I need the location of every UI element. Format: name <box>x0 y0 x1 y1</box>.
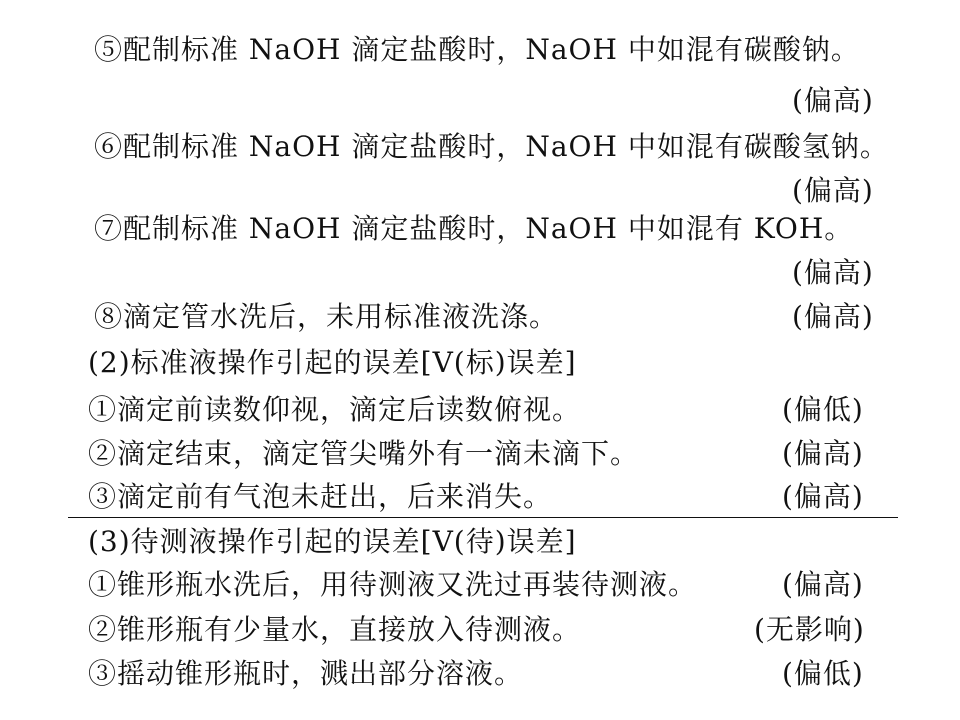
item-7-result: (偏高) <box>792 256 874 289</box>
section-3-heading: (3)待测液操作引起的误差[V(待)误差] <box>88 525 577 558</box>
item-6-text: ⑥配制标准 NaOH 滴定盐酸时，NaOH 中如混有碳酸氢钠。 <box>94 130 889 163</box>
item-7-text: ⑦配制标准 NaOH 滴定盐酸时，NaOH 中如混有 KOH。 <box>94 212 854 245</box>
section-2-item-1-result: (偏低) <box>782 393 864 426</box>
section-2-heading: (2)标准液操作引起的误差[V(标)误差] <box>88 346 577 379</box>
section-2-item-2-result: (偏高) <box>782 437 864 470</box>
item-5-result: (偏高) <box>792 84 874 117</box>
section-3-item-3-result: (偏低) <box>782 657 864 690</box>
section-3-item-2-text: ②锥形瓶有少量水，直接放入待测液。 <box>88 613 582 646</box>
section-2-item-3-text: ③滴定前有气泡未赶出，后来消失。 <box>88 480 553 513</box>
item-5-text: ⑤配制标准 NaOH 滴定盐酸时，NaOH 中如混有碳酸钠。 <box>94 33 860 66</box>
section-2-item-3-result: (偏高) <box>782 480 864 513</box>
item-8-result: (偏高) <box>792 300 874 333</box>
item-8-text: ⑧滴定管水洗后，未用标准液洗涤。 <box>94 300 559 333</box>
section-2-item-2-text: ②滴定结束，滴定管尖嘴外有一滴未滴下。 <box>88 437 640 470</box>
section-3-item-2-result: (无影响) <box>754 613 865 646</box>
section-divider <box>68 517 898 518</box>
section-3-item-3-text: ③摇动锥形瓶时，溅出部分溶液。 <box>88 657 524 690</box>
section-2-item-1-text: ①滴定前读数仰视，滴定后读数俯视。 <box>88 393 582 426</box>
section-3-item-1-result: (偏高) <box>782 568 864 601</box>
section-3-item-1-text: ①锥形瓶水洗后，用待测液又洗过再装待测液。 <box>88 568 698 601</box>
item-6-result: (偏高) <box>792 174 874 207</box>
